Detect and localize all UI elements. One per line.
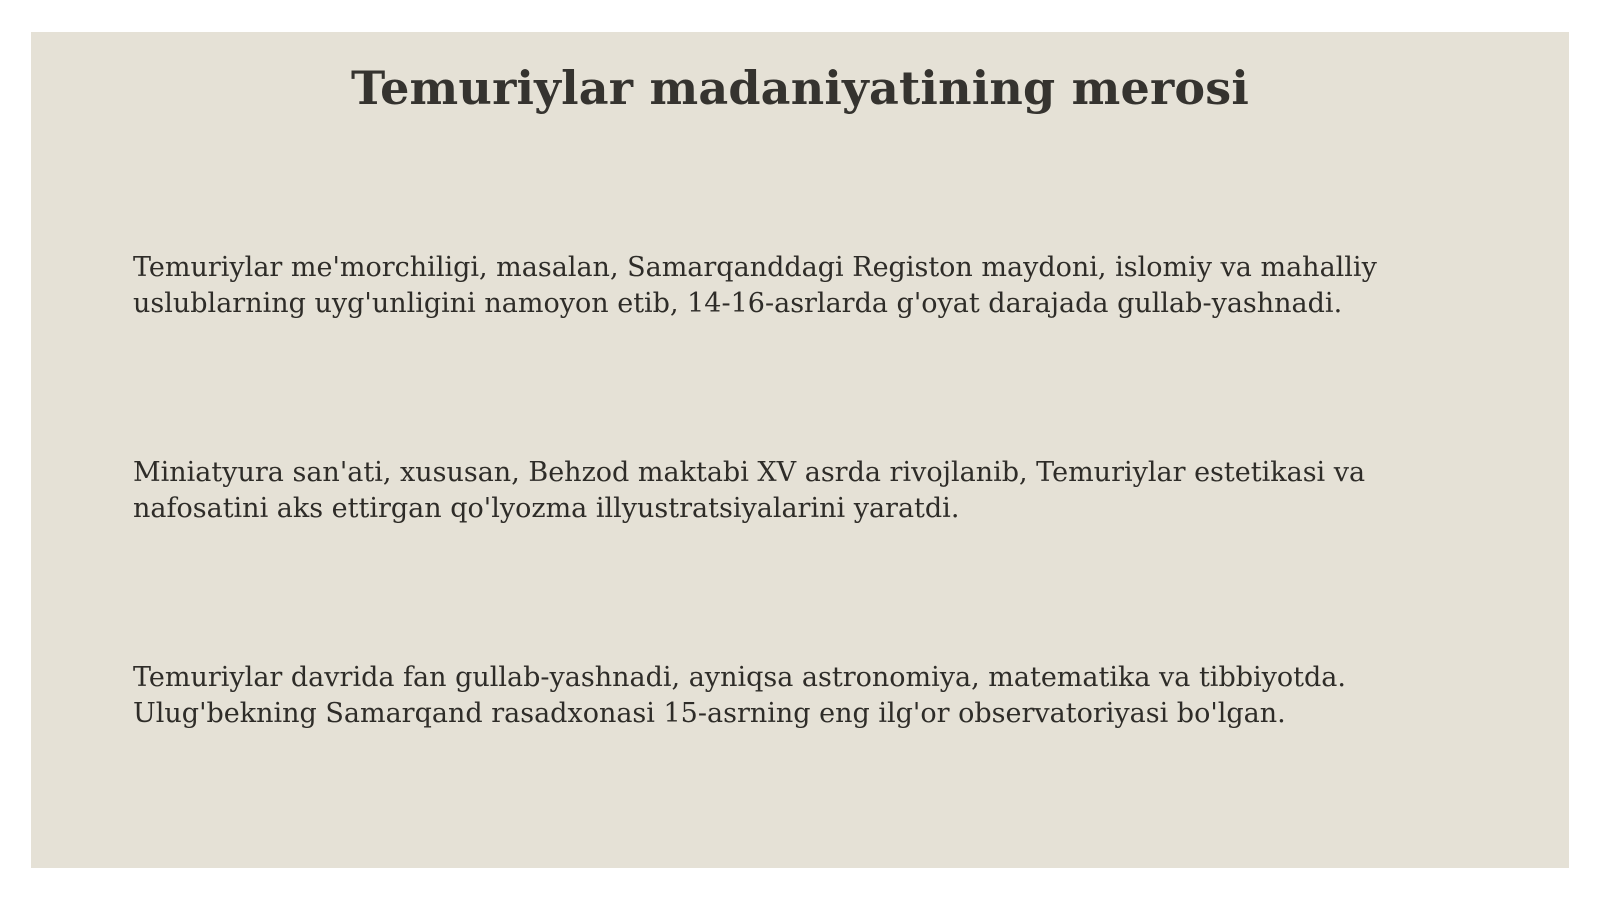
paragraph-miniature-art: Miniatyura san'ati, xususan, Behzod maktabi XV asrda rivojlanib, Temuriylar estetikasi va nafosatini aks ettirgan qo'lyozma illyustratsiyalarini yaratdi. [133,457,1366,524]
paragraph-science: Temuriylar davrida fan gullab-yashnadi, ayniqsa astronomiya, matematika va tibbiyotda. Ulug'bekning Samarqand rasadxonasi 15-asrning eng ilg'or observatoriyasi bo'lgan. [133,662,1346,729]
slide [31,32,1569,868]
paragraph-architecture: Temuriylar me'morchiligi, masalan, Samarqanddagi Registon maydoni, islomiy va mahalliy uslublarning uyg'unligini namoyon etib, 14-16-asrlarda g'oyat darajada gullab-yashnadi. [133,252,1377,319]
slide-title: Temuriylar madaniyatining merosi [350,61,1250,115]
